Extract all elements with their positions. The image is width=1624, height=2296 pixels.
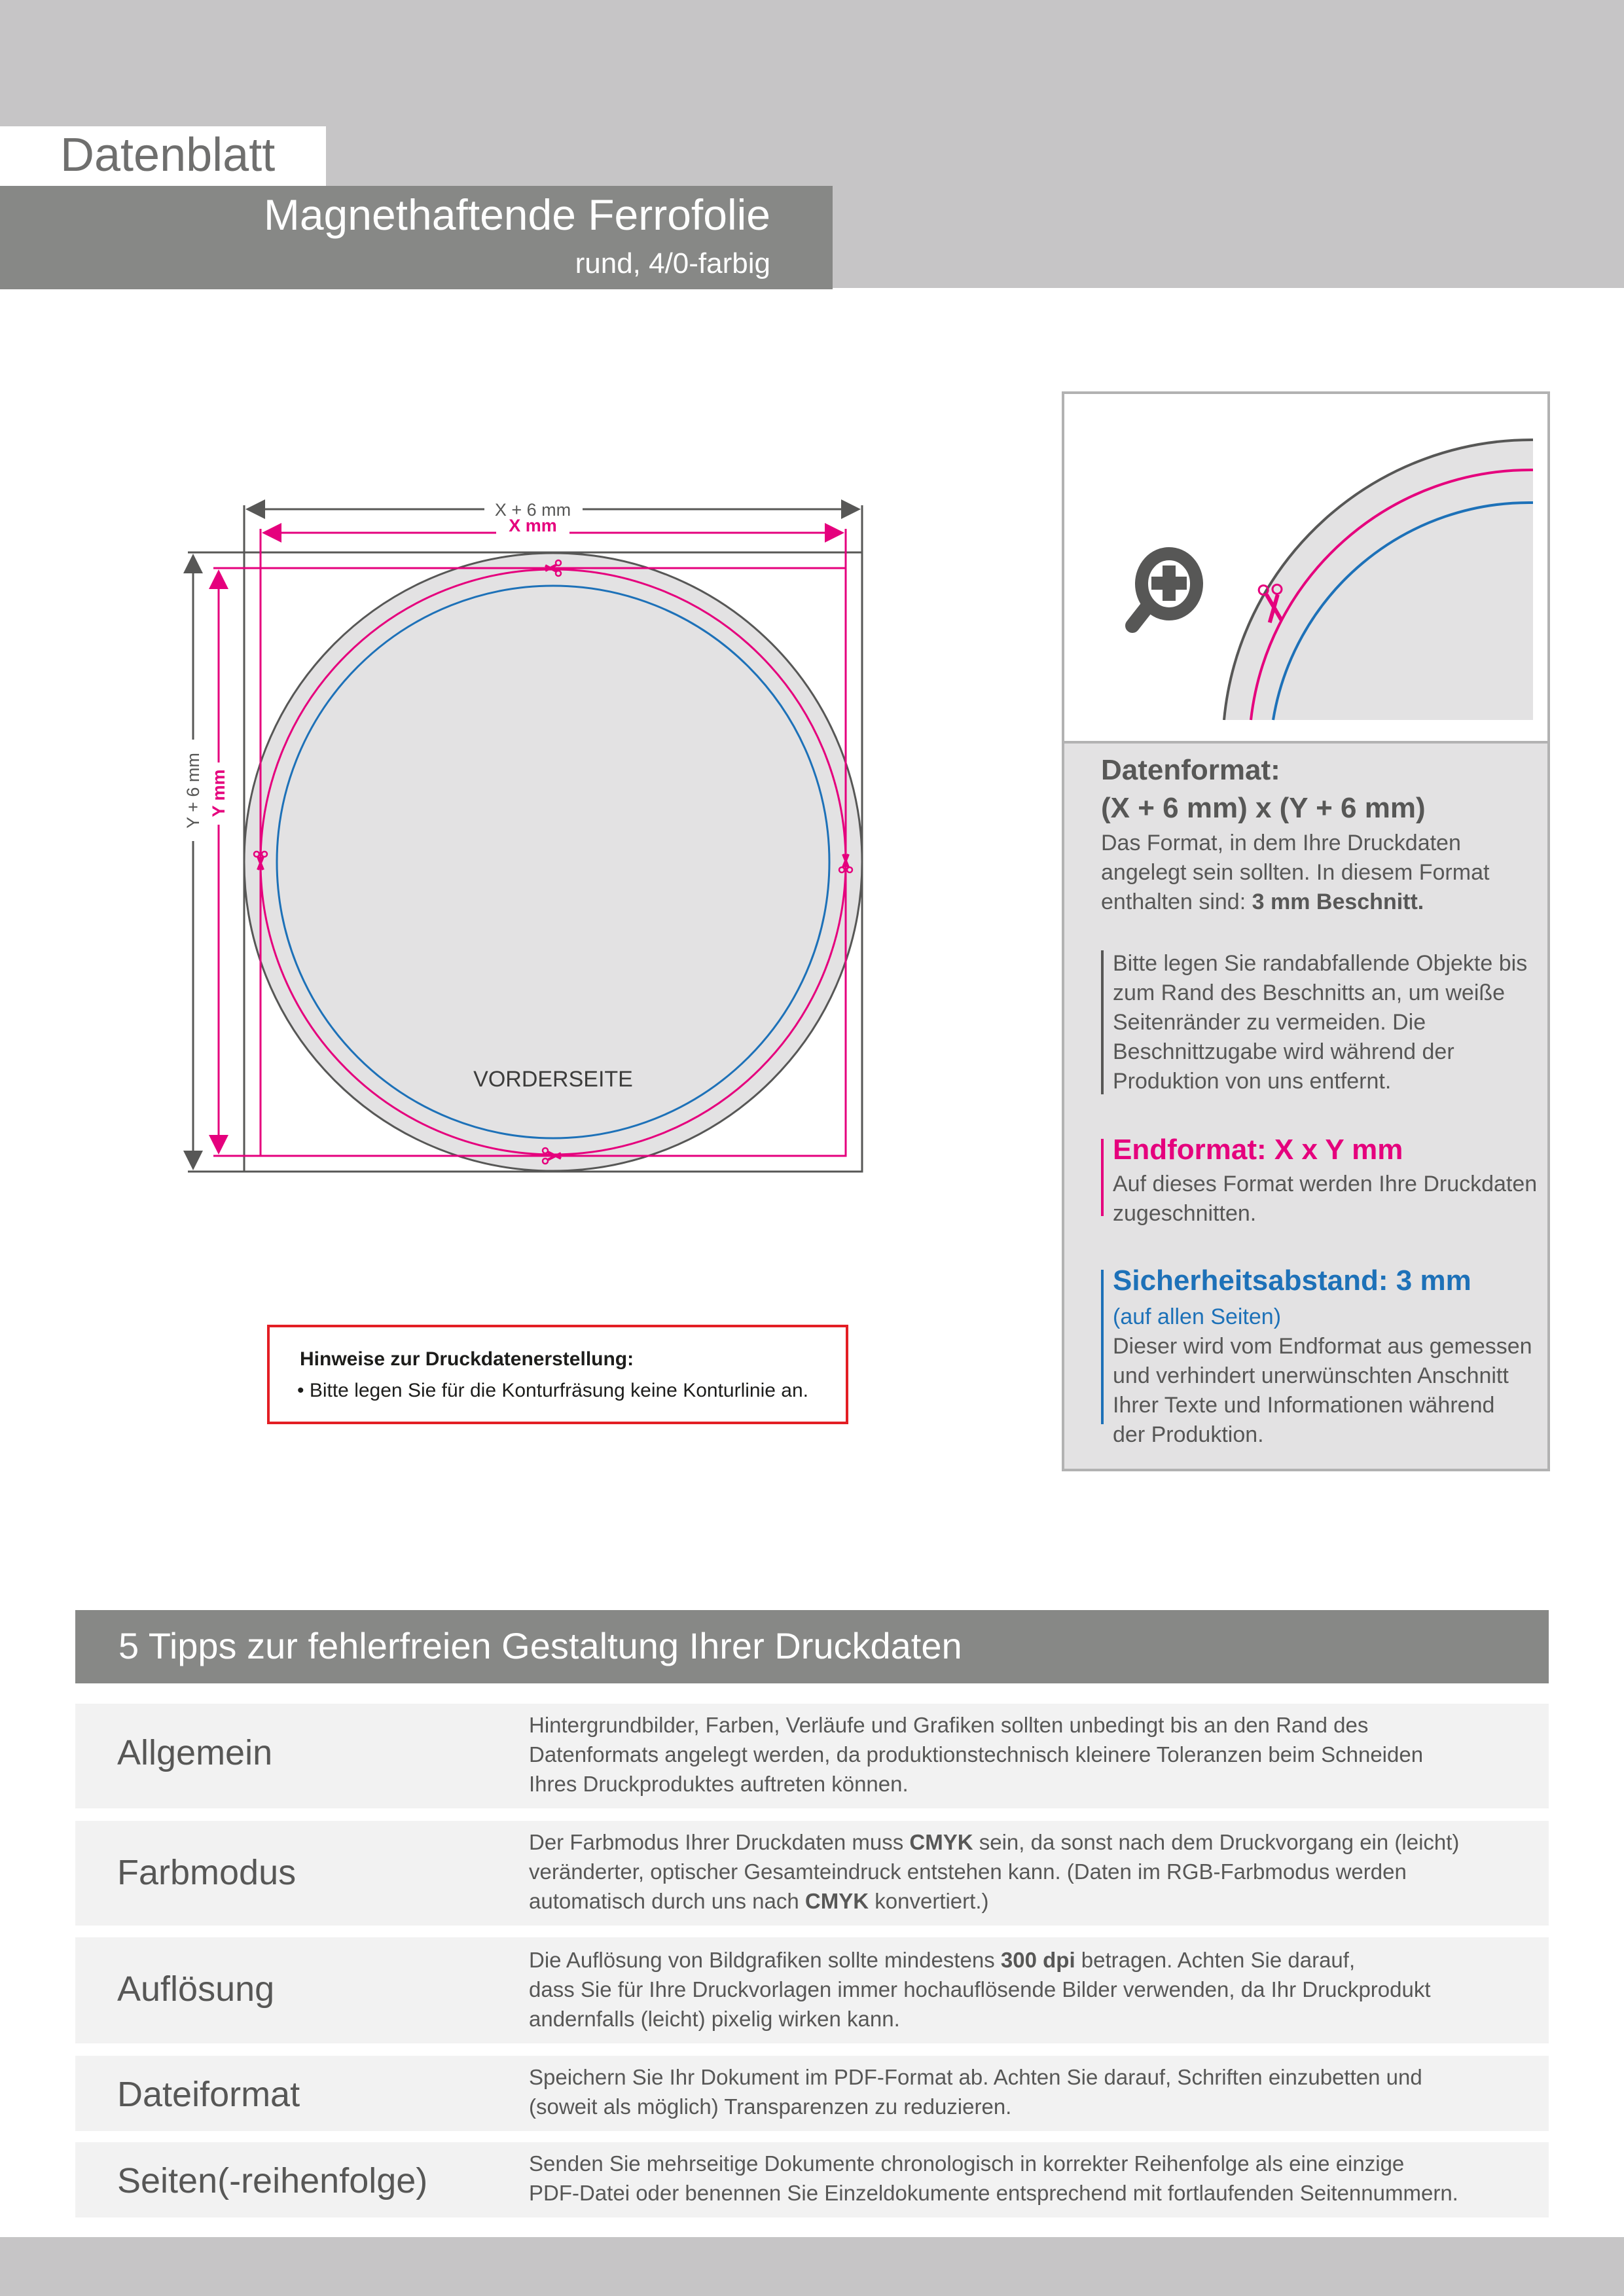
print-hint-box — [267, 1325, 848, 1424]
tip-row-allgemein — [75, 1704, 1549, 1808]
bleed-note-bar — [1101, 950, 1104, 1094]
safety-text: Ihrer Texte und Informationen während — [1113, 1393, 1495, 1418]
tip-text — [529, 1945, 1355, 1975]
tip-text: Hintergrundbilder, Farben, Verläufe und Grafiken sollten unbedingt bis an den Rand des — [529, 1713, 1369, 1737]
tip-text: veränderter, optischer Gesamteindruck entstehen kann. (Daten im RGB-Farbmodus werden — [529, 1859, 1407, 1884]
tip-text: (soweit als möglich) Transparenzen zu reduzieren. — [529, 2094, 1012, 2119]
tip-text-bold: CMYK — [804, 1889, 869, 1913]
datenformat-text: Das Format, in dem Ihre Druckdaten — [1101, 831, 1461, 855]
safety-text: und verhindert unerwünschten Anschnitt — [1113, 1363, 1509, 1388]
product-name: Magnethaftende Ferrofolie — [263, 190, 770, 239]
zoom-in-icon — [1132, 554, 1197, 626]
tip-text: dass Sie für Ihre Druckvorlagen immer hochauflösende Bilder verwenden, da Ihr Druckprodukt — [529, 1977, 1431, 2001]
height-final-label: Y mm — [209, 769, 228, 817]
tips-title: 5 Tipps zur fehlerfreien Gestaltung Ihrer Druckdaten — [118, 1625, 962, 1666]
zoom-detail — [1064, 394, 1547, 744]
bleed-amount: 3 mm Beschnitt. — [1252, 889, 1424, 914]
tip-row-dateiformat — [75, 2056, 1549, 2131]
tip-text-part: sein, da sonst nach dem Druckvorgang ein (leicht) — [973, 1830, 1460, 1854]
safety-subheading: (auf allen Seiten) — [1113, 1304, 1282, 1329]
format-diagram — [177, 484, 877, 1191]
endformat-bar — [1101, 1139, 1104, 1216]
tip-label: Seiten(-reihenfolge) — [117, 2161, 428, 2200]
tip-text: PDF-Datei oder benennen Sie Einzeldokumente entsprechend mit fortlaufenden Seitennummern. — [529, 2181, 1458, 2205]
tip-text — [529, 1827, 1459, 1857]
tip-text-part: automatisch durch uns nach — [529, 1889, 805, 1913]
safety-heading: Sicherheitsabstand: 3 mm — [1113, 1265, 1471, 1297]
tip-text-part: betragen. Achten Sie darauf, — [1075, 1948, 1356, 1972]
width-final-label: X mm — [509, 516, 557, 535]
tip-label: Auflösung — [117, 1969, 275, 2009]
tip-label: Allgemein — [117, 1733, 273, 1772]
detail-graphic — [1064, 394, 1547, 741]
side-label: VORDERSEITE — [473, 1067, 633, 1092]
safety-text: der Produktion. — [1113, 1422, 1264, 1447]
tip-text-part: konvertiert.) — [869, 1889, 989, 1913]
tip-text: Speichern Sie Ihr Dokument im PDF-Format ab. Achten Sie darauf, Schriften einzubetten und — [529, 2065, 1422, 2089]
datenformat-formula: (X + 6 mm) x (Y + 6 mm) — [1101, 792, 1426, 824]
hint-item: • Bitte legen Sie für die Konturfräsung keine Konturlinie an. — [297, 1380, 808, 1401]
tip-text-part: Der Farbmodus Ihrer Druckdaten muss — [529, 1830, 910, 1854]
datenformat-heading: Datenformat: — [1101, 754, 1280, 786]
safety-bar — [1101, 1270, 1104, 1424]
tip-text: Ihres Druckproduktes auftreten können. — [529, 1772, 909, 1796]
hint-title: Hinweise zur Druckdatenerstellung: — [300, 1348, 634, 1370]
bleed-note-text: Beschnittzugabe wird während der — [1113, 1039, 1454, 1064]
format-info-panel — [1062, 391, 1550, 1471]
tip-text-bold: CMYK — [909, 1830, 973, 1854]
tip-text: Datenformats angelegt werden, da produktionstechnisch kleinere Toleranzen beim Schneiden — [529, 1742, 1424, 1767]
datenformat-text — [1101, 888, 1424, 917]
tip-row-seiten — [75, 2142, 1549, 2217]
bleed-note-text: Seitenränder zu vermeiden. Die — [1113, 1010, 1426, 1035]
tip-row-aufloesung — [75, 1937, 1549, 2043]
tip-text-bold: 300 dpi — [1000, 1948, 1075, 1972]
tip-text — [529, 1886, 988, 1916]
tip-text: andernfalls (leicht) pixelig wirken kann. — [529, 2007, 900, 2031]
page-title: Datenblatt — [60, 129, 276, 181]
height-total-label: Y + 6 mm — [183, 753, 203, 829]
footer-band — [0, 2237, 1624, 2296]
bleed-note-text: zum Rand des Beschnitts an, um weiße — [1113, 980, 1506, 1005]
tip-label: Dateiformat — [117, 2075, 300, 2114]
tips-header — [75, 1610, 1549, 1683]
safety-text: Dieser wird vom Endformat aus gemessen — [1113, 1334, 1532, 1359]
endformat-text: zugeschnitten. — [1113, 1201, 1257, 1226]
tip-row-farbmodus — [75, 1821, 1549, 1926]
bleed-note-text: Produktion von uns entfernt. — [1113, 1069, 1392, 1094]
product-variant: rund, 4/0-farbig — [575, 247, 770, 279]
width-total-label: X + 6 mm — [494, 500, 571, 520]
bleed-note-text: Bitte legen Sie randabfallende Objekte bis — [1113, 951, 1528, 976]
endformat-text: Auf dieses Format werden Ihre Druckdaten — [1113, 1172, 1538, 1196]
endformat-heading: Endformat: X x Y mm — [1113, 1134, 1403, 1166]
datenformat-text-prefix: enthalten sind: — [1101, 889, 1252, 914]
tip-text-part: Die Auflösung von Bildgrafiken sollte mindestens — [529, 1948, 1001, 1972]
tip-text: Senden Sie mehrseitige Dokumente chronologisch in korrekter Reihenfolge als eine einzige — [529, 2151, 1405, 2176]
tip-label: Farbmodus — [117, 1853, 297, 1892]
datenformat-text: angelegt sein sollten. In diesem Format — [1101, 860, 1490, 885]
